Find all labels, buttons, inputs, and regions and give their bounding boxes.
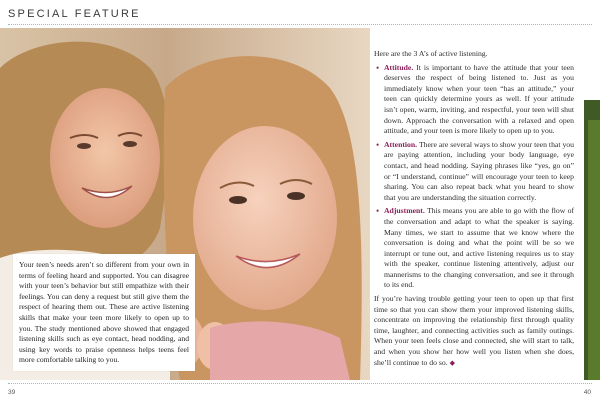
article-intro: Here are the 3 A’s of active listening.	[374, 49, 488, 58]
page-number-right: 40	[583, 389, 591, 396]
header-divider	[8, 24, 592, 25]
article-closing	[374, 294, 574, 368]
bullet-marker-icon: •	[376, 206, 380, 217]
section-title: SPECIAL FEATURE	[8, 8, 141, 20]
end-mark-icon: ◆	[449, 358, 455, 367]
bullet-term: Attention.	[384, 139, 418, 149]
bullet-text: It is important to have the attitude that your teen deserves the respect of being listened to. Just as you immediately know when your teen “has an attitude,” your teen can quickly determine yours as well. If your attitude isn’t open, warm, inviting, and respectful, your teen will shut down. Approach the conversation with a relaxed and open attitude, and your teen is more likely to open up to you.	[384, 62, 574, 136]
bullet-marker-icon: •	[376, 139, 380, 150]
bullet-text: This means you are able to go with the flow of the conversation and adapt to what the speaker is saying. Many times, we start to assume that we know where the conversation is doing and what the point will be so we interrupt or tune out, and active listening requires us to stay with the speaker, continue listening attentively, adjust our mannerisms to the changing conversation, and see it through to its end.	[384, 206, 574, 290]
page-number-left: 39	[8, 389, 16, 396]
bullet-term: Adjustment.	[384, 206, 425, 216]
caption-text: Your teen’s needs aren’t so different from your own in terms of feeling heard and supported. You can disagree with your teen’s behavior but still empathize with their feelings. You can deny a request but still give them the respect of hearing them out. These are active listening skills that make your teen more likely to open up to you. The study mentioned above showed that engaged listening skills such as eye contact, head nodding, and using key words to praise openness helps teens feel more comfortable talking to you.	[19, 260, 189, 365]
photo-caption-box	[13, 254, 195, 371]
page-edge-image	[584, 100, 600, 380]
bullet-adjustment	[374, 206, 574, 291]
closing-text: If you’re having trouble getting your teen to open up that first time so that you can show them your improved listening skills, concentrate on improving the relationship first through quality time, laughter, and connecting activities such as family outings. When your teen feels close and connected, she will start to talk, and when you show her how well you listen when she does, she’ll continue to do so.	[374, 294, 574, 367]
bullet-marker-icon: •	[376, 62, 380, 73]
article-column	[374, 49, 574, 368]
bullet-term: Attitude.	[384, 62, 414, 72]
bullet-text: There are several ways to show your teen that you are paying attention, including your body language, eye contact, and head nodding. Saying phrases like “yes, go on” or “I understand, continue” will encourage your teen to keep sharing. You can also repeat back what you heard to show that you are understanding the situation correctly.	[384, 139, 574, 202]
page-header	[0, 0, 600, 28]
footer-divider	[8, 383, 592, 384]
bullet-attitude	[374, 63, 574, 137]
bullet-attention	[374, 140, 574, 204]
